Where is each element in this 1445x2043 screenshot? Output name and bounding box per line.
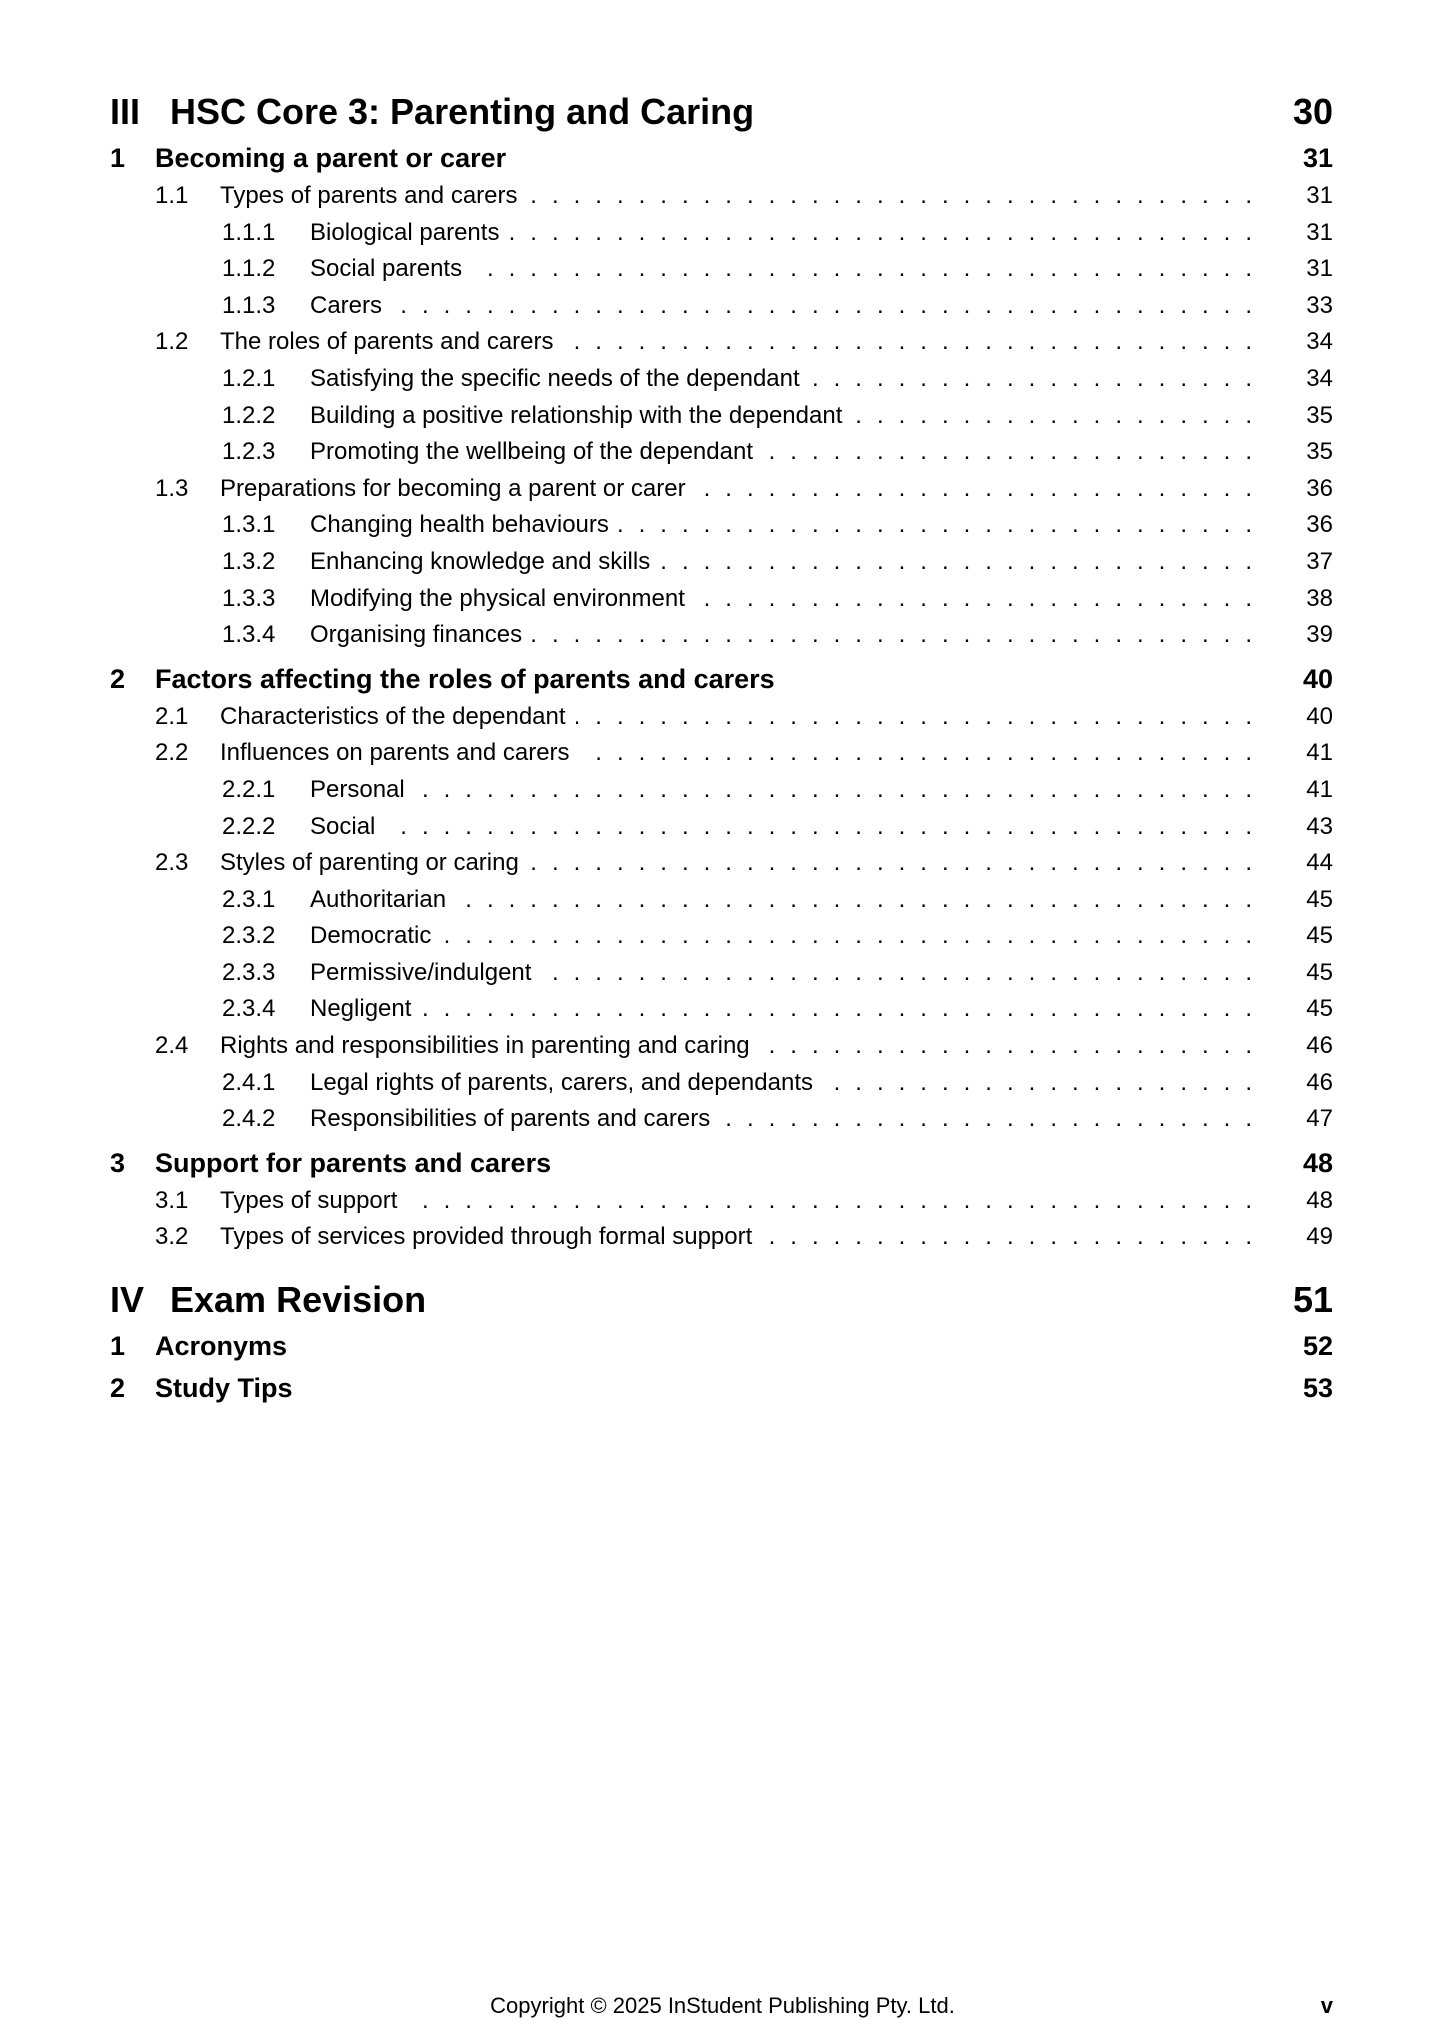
toc-number: 1.1.2 <box>222 255 276 283</box>
toc-title: Exam Revision <box>170 1279 427 1321</box>
toc-page-number: 45 <box>1306 958 1333 986</box>
toc-title: Social parents <box>310 255 463 283</box>
toc-title: Biological parents <box>310 218 500 246</box>
toc-page-number: 46 <box>1306 1032 1333 1060</box>
toc-page-number: 48 <box>1306 1186 1333 1214</box>
toc-page-number: 45 <box>1306 922 1333 950</box>
dot-leader <box>580 735 1267 772</box>
toc-number: 1 <box>110 143 126 173</box>
toc-page-number: 35 <box>1306 438 1333 466</box>
toc-title: Study Tips <box>155 1373 293 1404</box>
toc-number: 1.2.2 <box>222 401 276 429</box>
toc-entry-row <box>110 882 1333 919</box>
toc-entry-row <box>110 1219 1333 1256</box>
toc-title: Enhancing knowledge and skills <box>310 547 651 575</box>
toc-entry-row <box>110 251 1333 288</box>
toc-entry-row <box>110 507 1333 544</box>
toc-title: Negligent <box>310 995 412 1023</box>
dot-leader <box>695 581 1267 618</box>
toc-page-number: 31 <box>1306 182 1333 209</box>
toc-title: Democratic <box>310 922 432 950</box>
dot-leader <box>763 434 1267 471</box>
dot-leader <box>509 215 1267 252</box>
copyright-notice: Copyright © 2025 InStudent Publishing Pty. Ltd. <box>490 1993 955 2018</box>
toc-page-number: 31 <box>1306 218 1333 246</box>
toc-page-number: 53 <box>1302 1373 1333 1404</box>
toc-title: Characteristics of the dependant <box>220 702 566 730</box>
toc-entry-row <box>110 544 1333 581</box>
toc-title: Preparations for becoming a parent or carer <box>220 474 686 502</box>
dot-leader <box>810 361 1267 398</box>
toc-title: Types of support <box>220 1186 398 1214</box>
toc-page-number: 48 <box>1302 1147 1333 1178</box>
toc-entry-row <box>110 215 1333 252</box>
toc-page-number: 43 <box>1306 812 1333 840</box>
toc-entry-row <box>110 581 1333 618</box>
table-of-contents <box>110 92 1333 1408</box>
toc-page-number: 49 <box>1306 1223 1333 1251</box>
toc-page-number: 33 <box>1306 291 1333 319</box>
toc-part-row <box>110 92 1333 132</box>
toc-entry-row <box>110 991 1333 1028</box>
dot-leader <box>415 772 1267 809</box>
toc-page-number: 41 <box>1306 739 1333 767</box>
toc-number: 1.3.1 <box>222 511 276 539</box>
toc-title: Satisfying the specific needs of the dependant <box>310 364 800 392</box>
page-folio: v <box>1320 1993 1333 2018</box>
toc-entry-row <box>110 434 1333 471</box>
toc-number: 3.1 <box>155 1186 189 1214</box>
dot-leader <box>564 324 1267 361</box>
toc-entry-row <box>110 918 1333 955</box>
dot-leader <box>660 544 1267 581</box>
toc-page-number: 39 <box>1306 621 1333 649</box>
toc-chapter-row <box>110 138 1333 178</box>
toc-page-number: 36 <box>1306 474 1333 502</box>
toc-number: 1.1.3 <box>222 291 276 319</box>
toc-number: 2.3 <box>155 849 189 877</box>
toc-page-number: 51 <box>1292 1279 1333 1321</box>
toc-title: Promoting the wellbeing of the dependant <box>310 438 753 466</box>
toc-title: Carers <box>310 291 383 319</box>
toc-chapter-row <box>110 1368 1333 1408</box>
toc-entry-row <box>110 324 1333 361</box>
toc-number: 1.3.3 <box>222 584 276 612</box>
toc-number: 2 <box>110 663 126 694</box>
toc-chapter-row <box>110 1143 1333 1183</box>
toc-number: 1.3 <box>155 474 189 502</box>
toc-entry-row <box>110 1101 1333 1138</box>
toc-title: Building a positive relationship with the dependant <box>310 401 843 429</box>
toc-number: 2.2.1 <box>222 775 276 803</box>
toc-title: The roles of parents and carers <box>220 328 554 356</box>
dot-leader <box>532 617 1267 654</box>
toc-number: 1.2.3 <box>222 438 276 466</box>
toc-page-number: 35 <box>1306 401 1333 429</box>
toc-title: Types of services provided through formal support <box>220 1223 753 1251</box>
toc-number: 1.3.2 <box>222 547 276 575</box>
toc-page-number: 30 <box>1292 91 1333 132</box>
toc-entry-row <box>110 845 1333 882</box>
dot-leader <box>541 955 1267 992</box>
toc-title: Changing health behaviours <box>310 511 609 539</box>
toc-page-number: 47 <box>1306 1105 1333 1133</box>
toc-number: 2.2.2 <box>222 812 276 840</box>
toc-title: Modifying the physical environment <box>310 584 685 612</box>
toc-page-number: 37 <box>1306 547 1333 575</box>
toc-number: 2.1 <box>155 702 189 730</box>
toc-number: 2.4.1 <box>222 1068 276 1096</box>
toc-title: Influences on parents and carers <box>220 739 570 767</box>
dot-leader <box>696 471 1267 508</box>
toc-number: 3 <box>110 1147 126 1178</box>
toc-entry-row <box>110 809 1333 846</box>
toc-entry-row <box>110 398 1333 435</box>
dot-leader <box>576 699 1267 736</box>
toc-number: 2.3.3 <box>222 958 276 986</box>
toc-entry-row <box>110 955 1333 992</box>
toc-entry-row <box>110 178 1333 215</box>
toc-page-number: 52 <box>1302 1331 1333 1362</box>
dot-leader <box>762 1219 1267 1256</box>
toc-page-number: 45 <box>1306 885 1333 913</box>
toc-number: 1.2.1 <box>222 364 276 392</box>
toc-title: Social <box>310 812 376 840</box>
dot-leader <box>529 845 1267 882</box>
toc-page-number: 44 <box>1306 849 1333 877</box>
toc-page-number: 40 <box>1306 702 1333 730</box>
toc-title: Becoming a parent or carer <box>155 143 507 173</box>
toc-number: 2.3.1 <box>222 885 276 913</box>
dot-leader <box>852 398 1267 435</box>
toc-number: 1.3.4 <box>222 621 276 649</box>
toc-page-number: 46 <box>1306 1068 1333 1096</box>
toc-page-number: 31 <box>1302 143 1333 173</box>
toc-chapter-row <box>110 1326 1333 1366</box>
toc-title: Authoritarian <box>310 885 447 913</box>
toc-title: Styles of parenting or caring <box>220 849 519 877</box>
toc-title: Support for parents and carers <box>155 1147 552 1178</box>
toc-page-number: 34 <box>1306 328 1333 356</box>
dot-leader <box>472 251 1267 288</box>
toc-entry-row <box>110 1183 1333 1220</box>
toc-title: Permissive/indulgent <box>310 958 532 986</box>
toc-title: Types of parents and carers <box>220 182 518 209</box>
dot-leader <box>407 1183 1267 1220</box>
toc-number: 1.2 <box>155 328 189 356</box>
toc-entry-row <box>110 617 1333 654</box>
dot-leader <box>385 809 1267 846</box>
toc-page-number: 31 <box>1306 255 1333 283</box>
toc-entry-row <box>110 699 1333 736</box>
toc-number: 1.1.1 <box>222 218 276 246</box>
toc-number: 2.2 <box>155 739 189 767</box>
toc-title: HSC Core 3: Parenting and Caring <box>170 91 755 132</box>
toc-title: Organising finances <box>310 621 523 649</box>
dot-leader <box>823 1065 1267 1102</box>
toc-entry-row <box>110 735 1333 772</box>
toc-title: Factors affecting the roles of parents and carers <box>155 663 775 694</box>
toc-entry-row <box>110 1028 1333 1065</box>
toc-number: 2.3.4 <box>222 995 276 1023</box>
dot-leader <box>760 1028 1267 1065</box>
toc-entry-row <box>110 288 1333 325</box>
dot-leader <box>720 1101 1267 1138</box>
toc-entry-row <box>110 471 1333 508</box>
toc-number: 2.3.2 <box>222 922 276 950</box>
toc-entry-row <box>110 1065 1333 1102</box>
toc-number: 2.4.2 <box>222 1105 276 1133</box>
toc-number: 2.4 <box>155 1032 189 1060</box>
toc-page-number: 34 <box>1306 364 1333 392</box>
dot-leader <box>441 918 1267 955</box>
toc-page-number: 36 <box>1306 511 1333 539</box>
dot-leader <box>528 178 1268 215</box>
toc-title: Responsibilities of parents and carers <box>310 1105 711 1133</box>
toc-chapter-row <box>110 659 1333 699</box>
page-footer <box>0 1992 1445 2022</box>
toc-number: III <box>110 91 141 132</box>
dot-leader <box>456 882 1267 919</box>
toc-part-row <box>110 1280 1333 1320</box>
toc-title: Rights and responsibilities in parenting and caring <box>220 1032 750 1060</box>
toc-title: Legal rights of parents, carers, and dependants <box>310 1068 813 1096</box>
toc-number: 3.2 <box>155 1223 189 1251</box>
toc-entry-row <box>110 361 1333 398</box>
dot-leader <box>421 991 1267 1028</box>
dot-leader <box>392 288 1267 325</box>
toc-page-number: 41 <box>1306 775 1333 803</box>
toc-title: Acronyms <box>155 1331 288 1362</box>
toc-page-number: 38 <box>1306 584 1333 612</box>
dot-leader <box>619 507 1267 544</box>
toc-number: 2 <box>110 1373 126 1404</box>
toc-page-number: 45 <box>1306 995 1333 1023</box>
toc-number: 1.1 <box>155 182 189 209</box>
toc-page-number: 40 <box>1302 663 1333 694</box>
toc-title: Personal <box>310 775 405 803</box>
toc-number: IV <box>110 1279 145 1321</box>
toc-number: 1 <box>110 1331 126 1362</box>
toc-entry-row <box>110 772 1333 809</box>
